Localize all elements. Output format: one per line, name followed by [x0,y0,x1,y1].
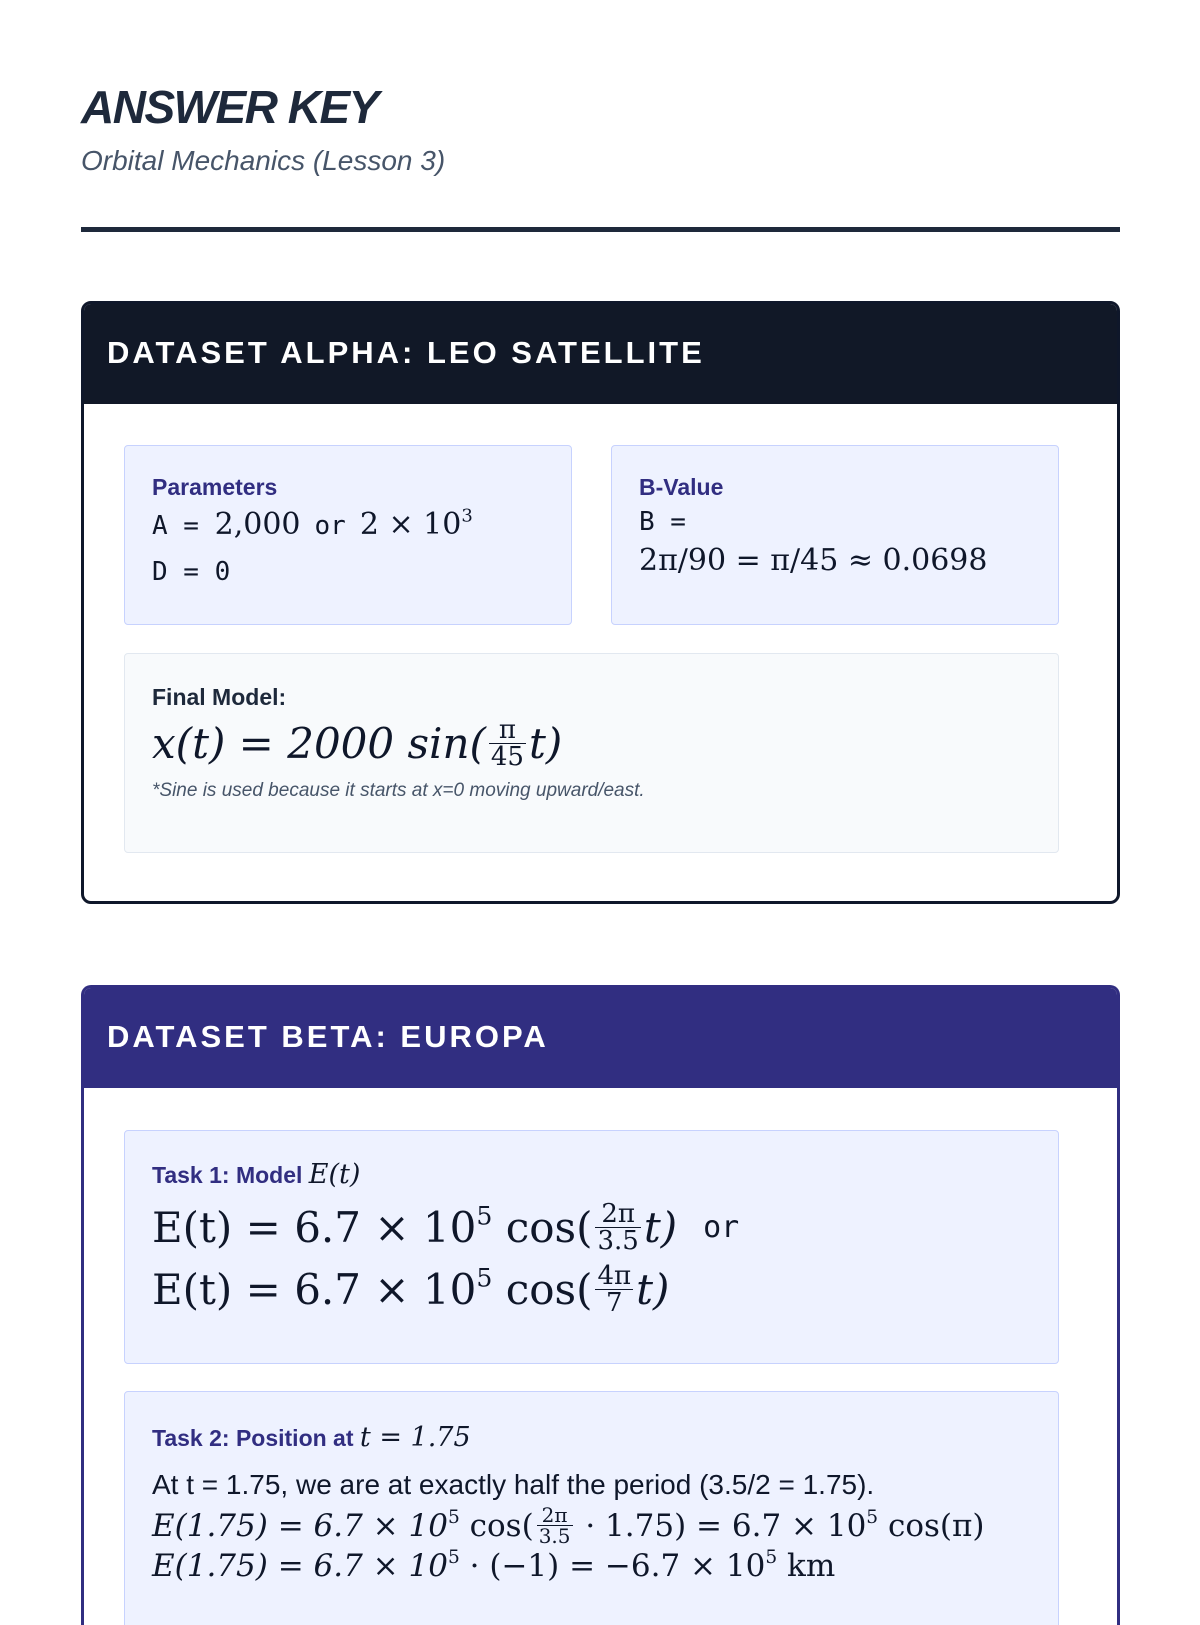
task2-line-2 [152,1505,1031,1546]
task2-label-text: Task 2: Position at [152,1425,360,1451]
final-model-note: *Sine is used because it starts at x=0 moving upward/east. [152,780,645,801]
dataset-beta-heading: DATASET BETA: EUROPA [81,985,1120,1088]
task1-eq1-num: 2π [595,1201,640,1228]
task1-eq1-den: 3.5 [597,1225,639,1256]
task1-box [124,1130,1059,1364]
bvalue-box [611,445,1059,625]
task1-eq2-num: 4π [597,1260,632,1291]
task2-line2-exp1: 5 [447,1506,460,1528]
task1-eq1-lhs [152,1200,593,1252]
task2-line2-num: 2π [537,1505,573,1526]
task2-line-3 [152,1548,1031,1584]
task1-eq2-exp: 5 [476,1262,493,1292]
task2-line2-d: cos(π) [878,1507,985,1544]
task1-eq2-lhs [152,1262,593,1314]
param-a-alt [360,507,473,542]
task1-equation-1 [152,1198,1031,1256]
task1-eq2-den: 7 [606,1287,623,1318]
task2-line3-exp2: 5 [765,1546,778,1568]
task1-eq1-exp: 5 [476,1200,493,1230]
task2-label [152,1422,1031,1453]
task1-equation-2 [152,1260,1031,1318]
page-title: ANSWER KEY [81,81,378,133]
param-a-alt-exp: 3 [461,505,473,527]
task1-eq1-rhs: t) [643,1202,678,1252]
task1-eq1-cos: cos( [492,1202,593,1252]
final-model-label: Final Model: [152,684,287,710]
final-model-frac-num: π [489,717,526,744]
task1-label [152,1159,1031,1190]
param-a-value: 2,000 [214,507,301,542]
task2-t: t = 1.75 [359,1422,471,1453]
bvalue-prefix: B = [639,507,686,537]
bvalue-expression: 2π/90 = π/45 ≈ 0.0698 [639,543,988,578]
task2-line3-b: · (−1) = −6.7 × 10 [459,1548,766,1584]
task2-line2-c [576,1508,985,1544]
param-a-or: or [314,511,346,541]
param-a-alt-base: 2 × 10 [359,507,462,542]
task2-box [124,1391,1059,1625]
parameters-box [124,445,572,625]
param-d-line: D = 0 [152,557,231,587]
task2-line3-exp1: 5 [447,1546,460,1568]
task1-eq2-lhs-text: E(t) = 6.7 × 10 [152,1264,477,1314]
dataset-alpha-card [81,301,1120,904]
final-model-lhs: x(t) = 2000 sin( [152,719,486,768]
task2-line2-c-text: · 1.75) = 6.7 × 10 [575,1507,867,1544]
task1-fn: E(t) [308,1159,361,1190]
task1-eq2-fraction [595,1260,633,1318]
task1-eq2-cos: cos( [492,1264,593,1314]
task1-or: or [703,1209,740,1245]
final-model-fraction [489,717,526,770]
task1-label-text: Task 1: Model [152,1162,309,1188]
final-model-equation [152,717,1031,770]
bvalue-label: B-Value [639,474,724,500]
final-model-box [124,653,1059,853]
page-subtitle: Orbital Mechanics (Lesson 3) [81,145,446,176]
task2-line3-a: E(1.75) = 6.7 × 10 [152,1548,448,1584]
task2-line2-den: 3.5 [538,1524,571,1548]
header-divider [81,227,1120,232]
task2-line2-exp2: 5 [866,1506,879,1528]
task2-line3-c: km [777,1548,836,1584]
task1-eq1-fraction [595,1198,640,1256]
task1-eq1-lhs-text: E(t) = 6.7 × 10 [152,1202,477,1252]
final-model-rhs: t) [528,719,563,768]
dataset-alpha-heading: DATASET ALPHA: LEO SATELLITE [81,301,1120,404]
parameters-label: Parameters [152,474,278,500]
task2-line2-b: cos( [459,1507,534,1544]
dataset-beta-card [81,985,1120,1625]
task2-line2-a-text: E(1.75) = 6.7 × 10 [152,1507,448,1544]
task2-line2-a [152,1508,534,1544]
param-a-prefix: A = [152,511,215,541]
task1-eq2-rhs: t) [636,1264,670,1314]
final-model-frac-den: 45 [490,742,524,772]
task2-line-1: At t = 1.75, we are at exactly half the period (3.5/2 = 1.75). [152,1469,875,1500]
param-a-line [152,507,544,547]
task2-line2-fraction [537,1505,573,1546]
